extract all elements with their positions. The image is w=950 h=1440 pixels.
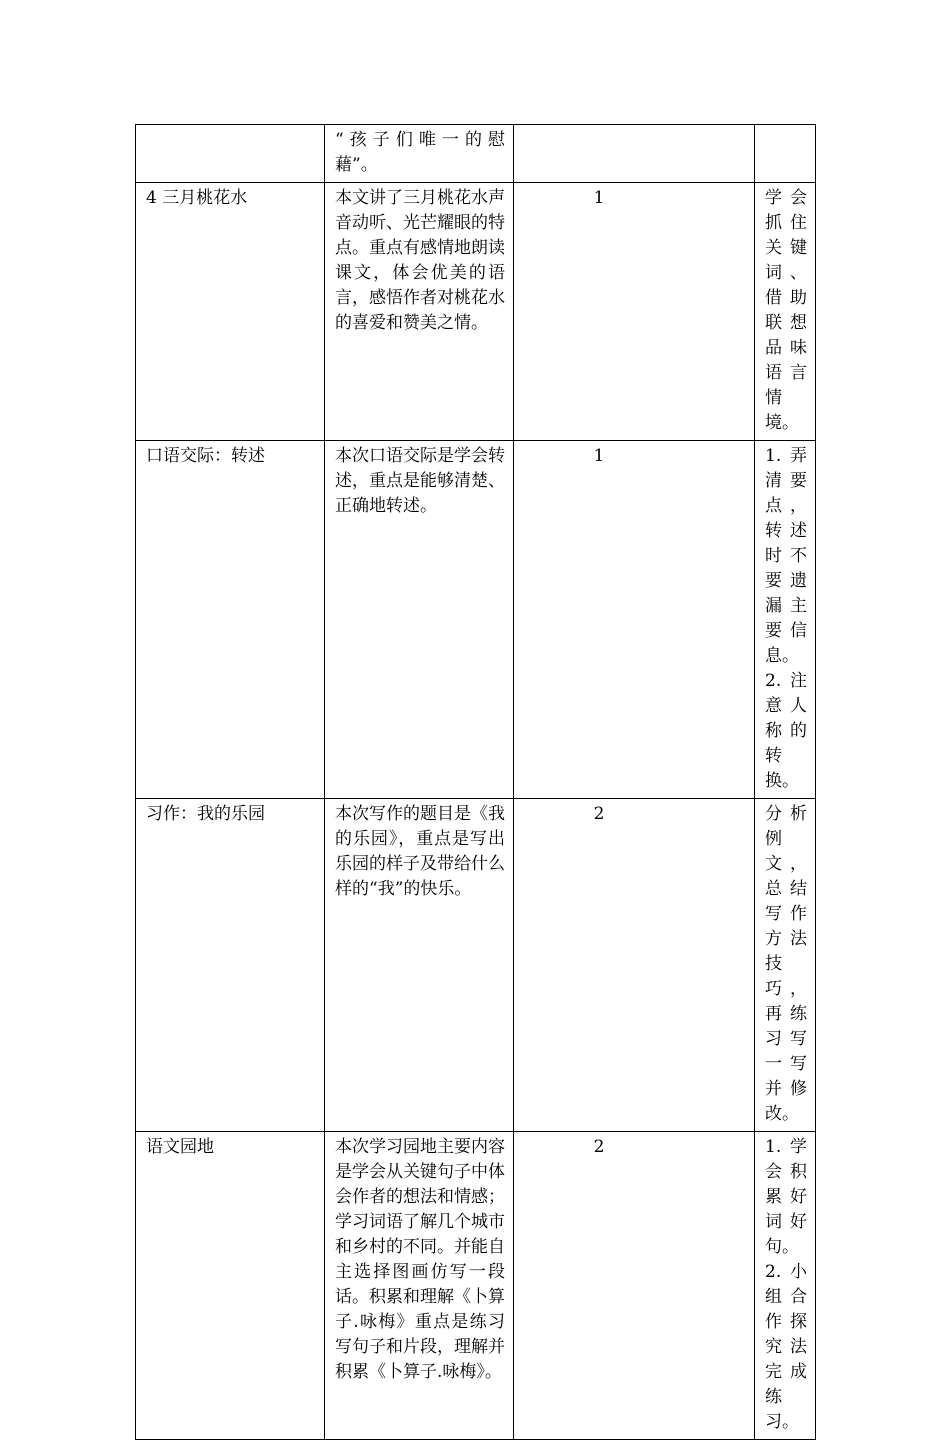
method-line: 1.弄清要点，转述时不要遗漏主要信息。 bbox=[765, 446, 807, 666]
method-line: 学会抓住关键词、借助联想品味语言情境。 bbox=[765, 188, 807, 433]
table-row bbox=[136, 799, 816, 1132]
class-hours-cell: 2 bbox=[514, 1132, 755, 1440]
teaching-method-cell bbox=[755, 125, 816, 183]
teaching-method-cell bbox=[755, 183, 816, 441]
method-line: 2.小组合作探究法完成练习。 bbox=[765, 1262, 807, 1432]
table-row bbox=[136, 1132, 816, 1440]
unit-title-cell: 习作：我的乐园 bbox=[136, 799, 325, 1132]
class-hours-cell: 1 bbox=[514, 441, 755, 799]
lesson-plan-table bbox=[135, 124, 816, 1440]
content-description-cell: 本次口语交际是学会转述，重点是能够清楚、正确地转述。 bbox=[325, 441, 514, 799]
unit-title-cell: 4 三月桃花水 bbox=[136, 183, 325, 441]
method-line: 1.学会积累好词好句。 bbox=[765, 1137, 807, 1257]
class-hours-cell: 2 bbox=[514, 799, 755, 1132]
content-description-cell: 本次学习园地主要内容是学会从关键句子中体会作者的想法和情感；学习词语了解几个城市和乡村的不同。并能自主选择图画仿写一段话。积累和理解《卜算子.咏梅》重点是练习写句子和片段，理解并积累《卜算子.咏梅》。 bbox=[325, 1132, 514, 1440]
teaching-method-cell bbox=[755, 441, 816, 799]
unit-title-cell: 语文园地 bbox=[136, 1132, 325, 1440]
table-row bbox=[136, 441, 816, 799]
content-description-cell: 本文讲了三月桃花水声音动听、光芒耀眼的特点。重点有感情地朗读课文，体会优美的语言，感悟作者对桃花水的喜爱和赞美之情。 bbox=[325, 183, 514, 441]
table-row bbox=[136, 125, 816, 183]
method-line: 2.注意人称的转换。 bbox=[765, 671, 807, 791]
content-description-cell: “孩子们唯一的慰藉”。 bbox=[325, 125, 514, 183]
unit-title-cell bbox=[136, 125, 325, 183]
content-description-cell: 本次写作的题目是《我的乐园》，重点是写出乐园的样子及带给什么样的“我”的快乐。 bbox=[325, 799, 514, 1132]
table-row bbox=[136, 183, 816, 441]
class-hours-cell: 1 bbox=[514, 183, 755, 441]
unit-title-cell: 口语交际：转述 bbox=[136, 441, 325, 799]
teaching-method-cell bbox=[755, 799, 816, 1132]
method-line: 分析例文，总结写作方法技巧，再练习写一写并修改。 bbox=[765, 804, 807, 1124]
teaching-method-cell bbox=[755, 1132, 816, 1440]
class-hours-cell bbox=[514, 125, 755, 183]
